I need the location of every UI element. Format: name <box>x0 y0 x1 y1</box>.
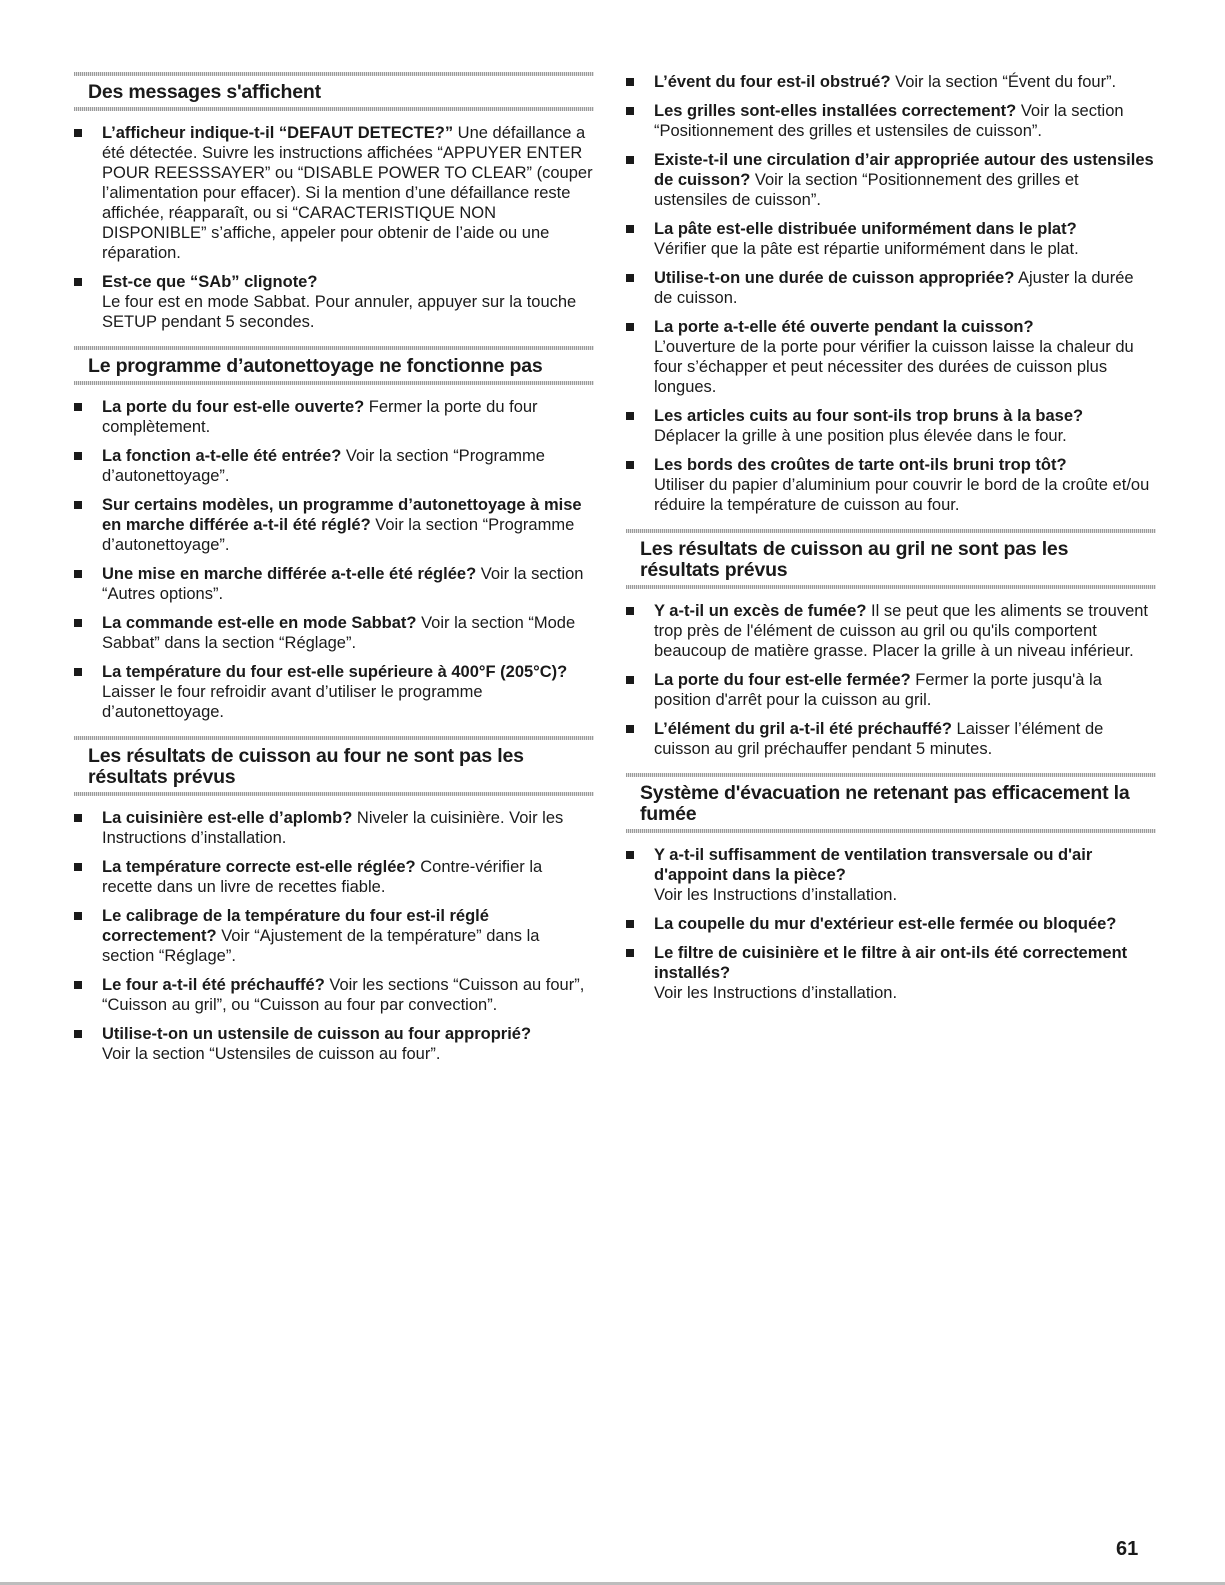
list-item <box>74 857 594 897</box>
item-question: Utilise-t-on un ustensile de cuisson au four approprié? <box>102 1025 532 1043</box>
item-list <box>74 808 594 1064</box>
item-list-continued <box>626 72 1156 515</box>
section-broil-results <box>626 529 1156 759</box>
list-item <box>74 662 594 722</box>
list-item <box>626 943 1156 1003</box>
item-text: Déplacer la grille à une position plus élevée dans le four. <box>654 427 1067 445</box>
item-question: L’élément du gril a-t-il été préchauffé? <box>654 720 952 738</box>
list-item <box>74 564 594 604</box>
item-question: La coupelle du mur d'extérieur est-elle fermée ou bloquée? <box>654 915 1117 933</box>
section-heading-block <box>74 346 594 385</box>
list-item <box>626 845 1156 905</box>
item-list <box>626 845 1156 1003</box>
list-item <box>74 495 594 555</box>
item-text: Voir les Instructions d’installation. <box>654 984 898 1002</box>
section-heading: Système d'évacuation ne retenant pas efficacement la fumée <box>640 782 1130 825</box>
left-column <box>74 72 594 1078</box>
item-list <box>74 397 594 722</box>
list-item <box>626 914 1156 934</box>
item-text: Voir la section “Positionnement des grilles et ustensiles de cuisson”. <box>654 171 1079 209</box>
item-question: Est-ce que “SAb” clignote? <box>102 273 318 291</box>
list-item <box>626 719 1156 759</box>
right-column <box>626 72 1156 1017</box>
item-question: La fonction a-t-elle été entrée? <box>102 447 342 465</box>
item-question: La cuisinière est-elle d’aplomb? <box>102 809 353 827</box>
item-text: Voir la section “Évent du four”. <box>890 73 1117 91</box>
list-item <box>74 975 594 1015</box>
item-text: Voir les sections “Cuisson au four”, “Cuisson au gril”, ou “Cuisson au four par convection”. <box>102 976 585 1014</box>
item-question: La porte du four est-elle fermée? <box>654 671 911 689</box>
item-question: Sur certains modèles, un programme d’autonettoyage à mise en marche différée a-t-il été réglé? <box>102 496 582 534</box>
item-text: Niveler la cuisinière. Voir les Instructions d’installation. <box>102 809 564 847</box>
item-text: Le four est en mode Sabbat. Pour annuler, appuyer sur la touche SETUP pendant 5 secondes. <box>102 293 577 331</box>
item-question: Une mise en marche différée a-t-elle été réglée? <box>102 565 477 583</box>
list-item <box>74 397 594 437</box>
item-text: Il se peut que les aliments se trouvent trop près de l'élément de cuisson au gril ou qu'ils comportent beaucoup de matière grasse. Placer la grille à un niveau inférieur. <box>654 602 1149 660</box>
list-item <box>626 601 1156 661</box>
item-text: Voir la section “Autres options”. <box>102 565 584 603</box>
item-text: Une défaillance a été détectée. Suivre les instructions affichées “APPUYER ENTER POUR REESSSAYER” ou “DISABLE POWER TO CLEAR” (couper l’alimentation pour effacer). Si la mention d’une défaillance reste affichée, réapparaît, ou si “CARACTERISTIQUE NON DISPONIBLE” s’affiche, appeler pour obtenir de l’aide ou une réparation. <box>102 124 593 262</box>
item-text: Ajuster la durée de cuisson. <box>654 269 1134 307</box>
item-list <box>74 123 594 332</box>
item-question: Les bords des croûtes de tarte ont-ils bruni trop tôt? <box>654 456 1067 474</box>
item-text: Utiliser du papier d’aluminium pour couvrir le bord de la croûte et/ou réduire la température de cuisson au four. <box>654 476 1150 514</box>
list-item <box>74 906 594 966</box>
list-item <box>626 101 1156 141</box>
item-question: La commande est-elle en mode Sabbat? <box>102 614 417 632</box>
item-text: L’ouverture de la porte pour vérifier la cuisson laisse la chaleur du four s’échapper et peut nécessiter des durées de cuisson plus longues. <box>654 338 1134 396</box>
list-item <box>74 123 594 263</box>
section-messages <box>74 72 594 332</box>
item-question: L’afficheur indique-t-il “DEFAUT DETECTE?” <box>102 124 454 142</box>
section-heading-block <box>74 736 594 796</box>
list-item <box>626 455 1156 515</box>
list-item <box>74 613 594 653</box>
list-item <box>626 268 1156 308</box>
list-item <box>74 1024 594 1064</box>
item-text: Contre-vérifier la recette dans un livre de recettes fiable. <box>102 858 543 896</box>
item-question: Existe-t-il une circulation d’air appropriée autour des ustensiles de cuisson? <box>654 151 1154 189</box>
item-list <box>626 601 1156 759</box>
list-item <box>626 72 1156 92</box>
item-text: Voir la section “Programme d’autonettoyage”. <box>102 516 575 554</box>
item-question: Les grilles sont-elles installées correctement? <box>654 102 1017 120</box>
item-question: La porte du four est-elle ouverte? <box>102 398 365 416</box>
list-item <box>626 219 1156 259</box>
item-text: Voir la section “Positionnement des grilles et ustensiles de cuisson”. <box>654 102 1124 140</box>
list-item <box>626 406 1156 446</box>
item-text: Laisser le four refroidir avant d’utiliser le programme d’autonettoyage. <box>102 683 483 721</box>
list-item <box>626 150 1156 210</box>
section-heading: Les résultats de cuisson au four ne sont pas les résultats prévus <box>88 745 524 788</box>
section-heading-block <box>626 529 1156 589</box>
item-question: Y a-t-il suffisamment de ventilation transversale ou d'air d'appoint dans la pièce? <box>654 846 1093 884</box>
item-question: La température correcte est-elle réglée? <box>102 858 416 876</box>
list-item <box>626 317 1156 397</box>
item-question: Utilise-t-on une durée de cuisson appropriée? <box>654 269 1015 287</box>
item-question: Le calibrage de la température du four est-il réglé correctement? <box>102 907 489 945</box>
item-text: Voir la section “Mode Sabbat” dans la section “Réglage”. <box>102 614 576 652</box>
item-question: Le filtre de cuisinière et le filtre à air ont-ils été correctement installés? <box>654 944 1128 982</box>
item-question: La porte a-t-elle été ouverte pendant la cuisson? <box>654 318 1034 336</box>
item-question: L’évent du four est-il obstrué? <box>654 73 891 91</box>
item-text: Voir “Ajustement de la température” dans la section “Réglage”. <box>102 927 540 965</box>
section-heading-block <box>626 773 1156 833</box>
page-number: 61 <box>1116 1538 1139 1560</box>
item-text: Voir la section “Ustensiles de cuisson au four”. <box>102 1045 441 1063</box>
item-question: La pâte est-elle distribuée uniformément dans le plat? <box>654 220 1077 238</box>
item-question: Le four a-t-il été préchauffé? <box>102 976 325 994</box>
list-item <box>74 808 594 848</box>
section-exhaust <box>626 773 1156 1003</box>
section-heading: Des messages s'affichent <box>88 81 321 103</box>
section-heading: Le programme d’autonettoyage ne fonctionne pas <box>88 355 543 377</box>
list-item <box>74 446 594 486</box>
item-question: Y a-t-il un excès de fumée? <box>654 602 867 620</box>
item-text: Voir les Instructions d’installation. <box>654 886 898 904</box>
list-item <box>74 272 594 332</box>
item-text: Voir la section “Programme d’autonettoyage”. <box>102 447 545 485</box>
section-heading: Les résultats de cuisson au gril ne sont pas les résultats prévus <box>640 538 1069 581</box>
item-question: La température du four est-elle supérieure à 400°F (205°C)? <box>102 663 568 681</box>
item-question: Les articles cuits au four sont-ils trop bruns à la base? <box>654 407 1084 425</box>
section-heading-block <box>74 72 594 111</box>
item-text: Laisser l’élément de cuisson au gril préchauffer pendant 5 minutes. <box>654 720 1104 758</box>
item-text: Vérifier que la pâte est répartie uniformément dans le plat. <box>654 240 1079 258</box>
section-oven-results <box>74 736 594 1064</box>
item-text: Fermer la porte jusqu'à la position d'arrêt pour la cuisson au gril. <box>654 671 1102 709</box>
section-self-clean <box>74 346 594 722</box>
list-item <box>626 670 1156 710</box>
item-text: Fermer la porte du four complètement. <box>102 398 538 436</box>
